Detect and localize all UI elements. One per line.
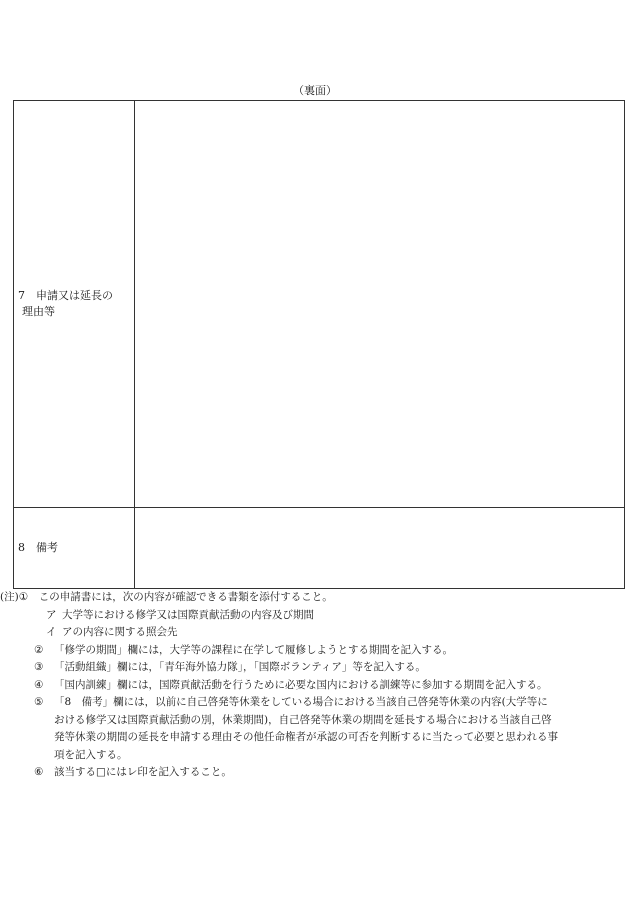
note-item-6 — [0, 764, 630, 782]
remarks-value-field[interactable] — [135, 508, 625, 589]
note-text: 「国内訓練」欄には，国際貢献活動を行うために必要な国内における訓練等に参加する期間を記入する。 — [54, 678, 548, 691]
note-item-3 — [0, 659, 630, 677]
note-sub-item-a — [0, 607, 630, 625]
note-marker: ④ — [34, 678, 44, 691]
note-text: 「活動組織」欄には，「青年海外協力隊」，「国際ボランティア」等を記入する。 — [54, 661, 426, 673]
note-item-5 — [0, 694, 630, 712]
note-marker: ⑥ — [34, 766, 44, 778]
note-text: 「修学の期間」欄には，大学等の課程に在学して履修しようとする期間を記入する。 — [54, 643, 453, 656]
reason-value-field[interactable] — [135, 101, 625, 508]
notes-prefix: (注) — [0, 591, 19, 603]
remarks-row — [14, 508, 625, 589]
application-form-table — [13, 100, 625, 589]
sub-item-marker: イ — [46, 626, 57, 638]
note-marker: ③ — [34, 661, 44, 673]
note-item-5-continuation: おける修学又は国際貢献活動の別，休業期間)，自己啓発等休業の期間を延長する場合における当該自己啓 — [54, 713, 552, 726]
note-item-5-continuation: 発等休業の期間の延長を申請する理由その他任命権者が承認の可否を判断するに当たって必要と思われる事 — [54, 731, 558, 743]
sub-item-text: アの内容に関する照会先 — [62, 626, 178, 638]
note-marker: ⑤ — [34, 696, 44, 708]
note-item-4 — [0, 677, 630, 695]
sub-item-text: 大学等における修学又は国際貢献活動の内容及び期間 — [62, 608, 314, 621]
page-side-label: （裏面） — [293, 84, 337, 97]
note-text: 「8 備考」欄には，以前に自己啓発等休業をしている場合における当該自己啓発等休業の内容(大学等に — [54, 696, 548, 708]
note-text: 該当する□にはレ印を記入すること。 — [54, 766, 232, 778]
reason-label-line2: 理由等 — [22, 305, 55, 318]
note-marker: ① — [18, 591, 29, 603]
note-sub-item-i — [0, 624, 630, 642]
note-item-5-continuation: 項を記入する。 — [54, 748, 128, 761]
sub-item-marker: ア — [46, 608, 57, 621]
note-item-1 — [0, 589, 630, 607]
reason-label-line1: 7 申請又は延長の — [18, 289, 113, 302]
note-text: この申請書には，次の内容が確認できる書類を添付すること。 — [38, 591, 333, 603]
remarks-label: 8 備考 — [14, 508, 135, 589]
reason-row — [14, 101, 625, 508]
note-item-2 — [0, 642, 630, 660]
note-marker: ② — [34, 643, 44, 656]
reason-label-cell — [14, 101, 135, 508]
notes-section — [0, 589, 630, 782]
